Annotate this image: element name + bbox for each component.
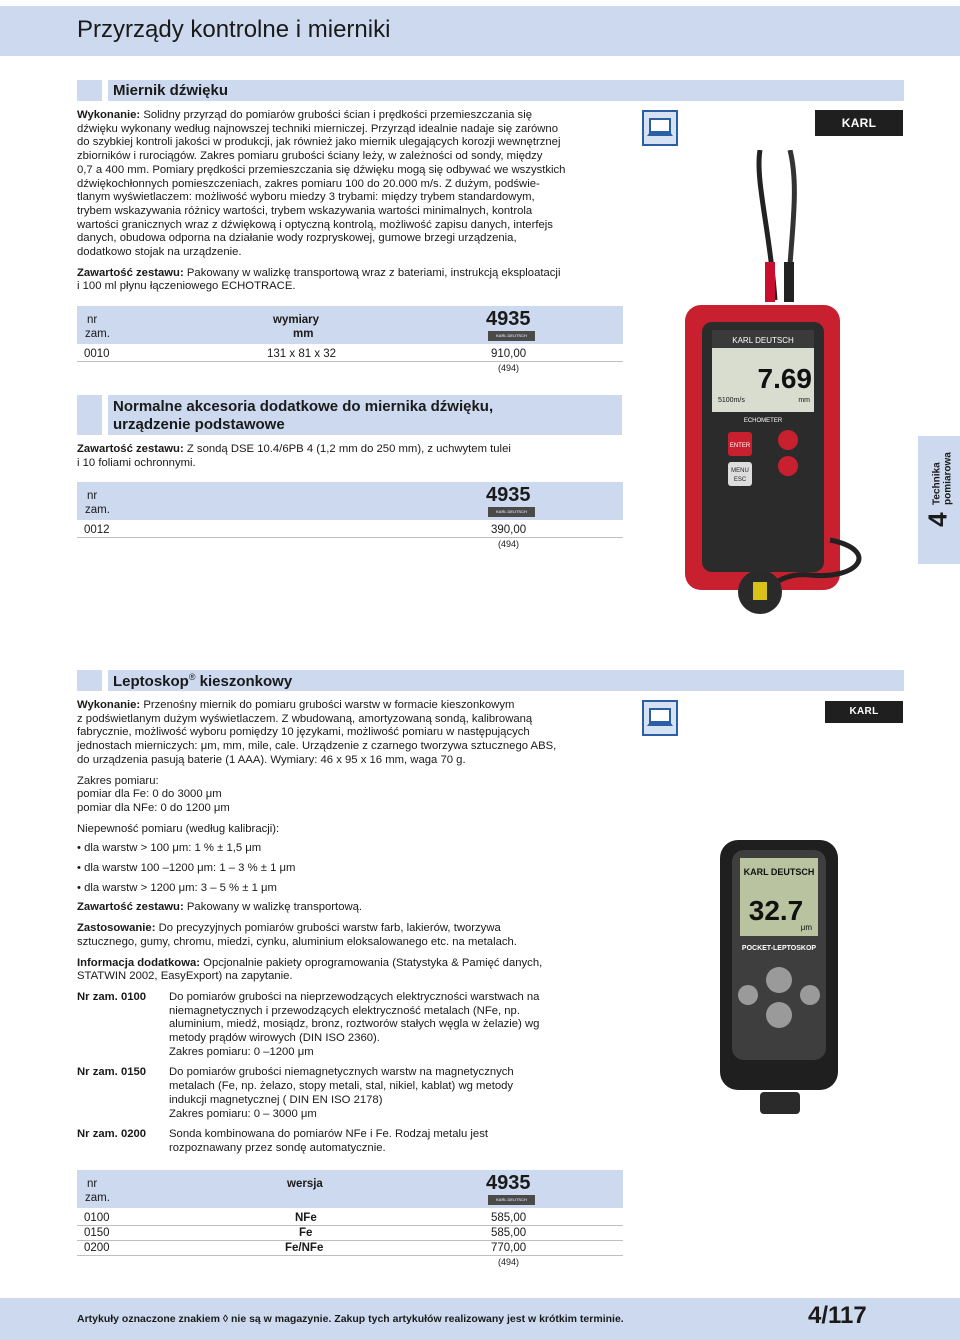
table-header bbox=[77, 306, 623, 344]
page-number: 4/117 bbox=[808, 1302, 867, 1329]
key-menu: MENU bbox=[731, 468, 749, 474]
section-title-main: Leptoskop bbox=[113, 673, 189, 690]
device-model: ECHOMETER bbox=[743, 418, 783, 424]
order-number-label: Nr zam. 0200 bbox=[77, 1128, 147, 1141]
side-tab[interactable] bbox=[918, 436, 960, 564]
text-line: Sonda kombinowana do pomiarów NFe i Fe. Rodzaj metalu jest bbox=[169, 1128, 488, 1141]
price-group-number: 4935 bbox=[486, 308, 531, 330]
contents-label: Zawartość zestawu: bbox=[77, 901, 184, 914]
key-enter: ENTER bbox=[729, 443, 751, 449]
text-line: do szybkiej kontroli jakości w produkcji, jak również jako miernik ulegających korozji wewnętrznej bbox=[77, 136, 561, 149]
text-line: Z sondą DSE 10.4/6PB 4 (1,2 mm do 250 mm), z uchwytem tulei bbox=[186, 443, 511, 455]
col-zam: zam. bbox=[85, 328, 110, 340]
row-price: 770,00 bbox=[491, 1242, 527, 1254]
device-display-value: 7.69 bbox=[757, 363, 812, 394]
brand-mini-logo: KARL DEUTSCH bbox=[488, 331, 535, 341]
col-zam: zam. bbox=[85, 504, 110, 516]
order-item bbox=[77, 991, 637, 1060]
row-dim: 131 x 81 x 32 bbox=[267, 348, 337, 360]
description-label: Wykonanie: bbox=[77, 109, 141, 121]
col-nr: nr bbox=[87, 490, 98, 502]
text-line: tlanym wyświetlaczem: możliwość wyboru miedzy 3 trybami: między trybem standardowym, bbox=[77, 191, 535, 204]
side-tab-text: Technika bbox=[931, 462, 943, 505]
brand-logo: KARL DEUTSCH bbox=[825, 701, 903, 723]
row-price: 910,00 bbox=[491, 348, 527, 360]
section-title bbox=[113, 672, 292, 690]
device-display-value: 32.7 bbox=[748, 895, 804, 926]
page-title: Przyrządy kontrolne i mierniki bbox=[77, 16, 391, 43]
row-nr: 0100 bbox=[84, 1212, 110, 1224]
text-line: Zakres pomiaru: 0 – 3000 μm bbox=[169, 1107, 317, 1120]
col-zam: zam. bbox=[85, 1192, 110, 1204]
order-number-label: Nr zam. 0100 bbox=[77, 990, 147, 1003]
section-title-rest: kieszonkowy bbox=[199, 673, 293, 690]
table-row bbox=[77, 1227, 623, 1241]
footer-bar bbox=[0, 1298, 960, 1340]
row-nr: 0150 bbox=[84, 1227, 110, 1239]
text-line: dodatkowo stojak na urządzenie. bbox=[77, 246, 242, 259]
brand-mini-logo: KARL DEUTSCH bbox=[488, 507, 535, 517]
key-esc: ESC bbox=[733, 477, 747, 483]
text-line: z podświetlanym dużym wyświetlaczem. Z wbudowaną, amortyzowaną sondą, kalibrowaną bbox=[77, 712, 533, 725]
row-version: Fe/NFe bbox=[285, 1242, 324, 1254]
text-line: niemagnetycznych i przewodzących elektryczność metalach (NFe, np. bbox=[169, 1004, 520, 1017]
text-line: indukcji magnetycznej ( DIN EN ISO 2178) bbox=[169, 1093, 383, 1106]
text-line: fabrycznie, możliwość wyboru pomiędzy 10 językami, możliwość pomiaru w następujących bbox=[77, 726, 530, 739]
contents-text bbox=[77, 443, 617, 470]
row-version: NFe bbox=[295, 1212, 317, 1224]
text-line: STATWIN 2002, EasyExport) na zapytanie. bbox=[77, 970, 293, 983]
table-row bbox=[77, 1212, 623, 1226]
col-nr: nr bbox=[87, 1178, 98, 1190]
price-ref: (494) bbox=[498, 539, 520, 549]
table-header bbox=[77, 1170, 623, 1208]
device-display-unit: mm bbox=[798, 397, 810, 404]
text-line: wartości granicznych wraz z dźwiękową i optyczną kontrolą, możliwość zapisu danych, interfejs bbox=[77, 218, 553, 231]
text-line: Niepewność pomiaru (według kalibracji): bbox=[77, 822, 280, 835]
bullet-list bbox=[77, 842, 637, 895]
col-nr: nr bbox=[87, 314, 98, 326]
device-brand: KARL DEUTSCH bbox=[743, 867, 815, 877]
section-title: urządzenie podstawowe bbox=[113, 416, 285, 433]
table-row bbox=[77, 524, 623, 538]
text-line: Przenośny miernik do pomiaru grubości warstw w formacie kieszonkowym bbox=[143, 699, 515, 711]
row-nr: 0200 bbox=[84, 1242, 110, 1254]
row-nr: 0010 bbox=[84, 348, 110, 360]
text-line: metalach (Fe, np. żelazo, stopy metali, stal, nikiel, kablat) wg metody bbox=[169, 1080, 514, 1093]
text-line: dźwiękochłonnych pomieszczeniach, zakres pomiaru 100 do 20.000 m/s. Z dużym, podświe- bbox=[77, 177, 540, 190]
laptop-icon bbox=[642, 700, 678, 736]
text-line: Zakres pomiaru: bbox=[77, 774, 159, 787]
text-line: danych, obudowa odporna na działanie wody rozpryskowej, gumowe brzegi urządzenia, bbox=[77, 232, 517, 245]
col-dim: wymiary bbox=[273, 314, 320, 326]
contents-label: Zawartość zestawu: bbox=[77, 443, 184, 455]
registered-mark: ® bbox=[188, 672, 196, 682]
section-marker bbox=[77, 395, 102, 435]
text-line: Pakowany w walizkę transportową. bbox=[186, 901, 363, 914]
section-title: Normalne akcesoria dodatkowe do miernika dźwięku, bbox=[113, 398, 494, 415]
row-nr: 0012 bbox=[84, 524, 110, 536]
text-line: jednostach mierniczych: μm, mm, mile, cale. Urządzenie z czarnego tworzywa sztucznego ABS, bbox=[77, 740, 557, 753]
text-line: Do pomiarów grubości na nieprzewodzących elektryczności warstwach na bbox=[169, 990, 540, 1003]
side-tab-text: pomiarowa bbox=[942, 452, 954, 505]
text-line: Pakowany w walizkę transportową wraz z bateriami, instrukcją eksploatacji bbox=[186, 266, 561, 279]
text-line: Do precyzyjnych pomiarów grubości warstw farb, lakierów, tworzywa bbox=[158, 922, 501, 935]
text-line: Zakres pomiaru: 0 –1200 μm bbox=[169, 1045, 314, 1058]
text-line: Do pomiarów grubości niemagnetycznych warstw na magnetycznych bbox=[169, 1066, 514, 1079]
table-row bbox=[77, 348, 623, 362]
text-line: pomiar dla NFe: 0 do 1200 μm bbox=[77, 801, 230, 814]
row-price: 585,00 bbox=[491, 1212, 527, 1224]
text-line: metody prądów wirowych (DIN ISO 2360). bbox=[169, 1032, 380, 1045]
order-item bbox=[77, 1066, 637, 1121]
text-line: pomiar dla Fe: 0 do 3000 μm bbox=[77, 788, 222, 801]
text-line: aluminium, miedź, mosiądz, bronz, roztworów stałych węgla w żelazie) wg bbox=[169, 1018, 540, 1031]
text-line: Solidny przyrząd do pomiarów grubości ścian i prędkości przemieszczania się bbox=[143, 109, 532, 121]
laptop-icon bbox=[642, 110, 678, 146]
text-line: trybem wskazywania różnicy wartości, trybem wskazywania wartości minimalnych, kontrola bbox=[77, 204, 533, 217]
order-number-label: Nr zam. 0150 bbox=[77, 1066, 147, 1079]
text-line: sztucznego, gumy, chromu, miedzi, cynku, aluminium eloksalowanego etc. na metalach. bbox=[77, 935, 517, 948]
side-tab-number: 4 bbox=[922, 512, 953, 527]
section-bar bbox=[108, 395, 622, 435]
text-line: dźwięku wykonany według najnowszej techniki mierniczej. Przyrząd idealnie nadaje się zarówno bbox=[77, 122, 558, 135]
list-item: • dla warstw > 100 μm: 1 % ± 1,5 μm bbox=[77, 842, 637, 856]
info-label: Informacja dodatkowa: bbox=[77, 956, 201, 969]
text-line: zbiorników i rurociągów. Zakres pomiaru grubości ściany leży, w zależności od sondy, między bbox=[77, 150, 543, 163]
description-label: Wykonanie: bbox=[77, 699, 141, 711]
list-item: • dla warstw 100 –1200 μm: 1 – 3 % ± 1 μm bbox=[77, 862, 637, 876]
section-marker bbox=[77, 80, 102, 101]
text-line: do urządzenia pasują baterie (1 AAA). Wymiary: 46 x 95 x 16 mm, waga 70 g. bbox=[77, 753, 466, 766]
ultrasonic-meter-image bbox=[660, 150, 900, 620]
brand-logo: KARL DEUTSCH bbox=[815, 110, 903, 136]
section-marker bbox=[77, 670, 102, 691]
price-group-number: 4935 bbox=[486, 1172, 531, 1194]
row-price: 390,00 bbox=[491, 524, 527, 536]
leptoskop-image bbox=[710, 830, 870, 1130]
text-line: Opcjonalnie pakiety oprogramowania (Statystyka & Pamięć danych, bbox=[203, 956, 543, 969]
device-display-unit: μm bbox=[800, 923, 812, 932]
order-item bbox=[77, 1128, 637, 1155]
section-title: Miernik dźwięku bbox=[113, 82, 229, 99]
section-bar bbox=[108, 80, 904, 101]
footer-note: Artykuły oznaczone znakiem ◊ nie są w magazynie. Zakup tych artykułów realizowany jest w krótkim terminie. bbox=[77, 1313, 624, 1325]
col-dim-unit: mm bbox=[293, 328, 314, 340]
list-item: • dla warstw > 1200 μm: 3 – 5 % ± 1 μm bbox=[77, 882, 637, 896]
description bbox=[77, 109, 637, 294]
use-label: Zastosowanie: bbox=[77, 922, 156, 935]
text-line: rozpoznawany przez sondę automatycznie. bbox=[169, 1141, 386, 1154]
table-row bbox=[77, 1242, 623, 1256]
section-bar bbox=[108, 670, 904, 691]
device-brand: KARL DEUTSCH bbox=[732, 336, 794, 345]
side-tab-label bbox=[923, 440, 954, 540]
text-line: 0,7 a 400 mm. Pomiary prędkości przemieszczania się dźwięku mogą się odbywać we wszystkich bbox=[77, 163, 566, 176]
contents-label: Zawartość zestawu: bbox=[77, 266, 184, 279]
device-model: POCKET-LEPTOSKOP bbox=[741, 945, 817, 952]
text-line: i 100 ml płynu łączeniowego ECHOTRACE. bbox=[77, 280, 296, 293]
description bbox=[77, 699, 637, 1156]
row-version: Fe bbox=[299, 1227, 313, 1239]
table-header bbox=[77, 482, 623, 520]
row-price: 585,00 bbox=[491, 1227, 527, 1239]
price-ref: (494) bbox=[498, 1257, 520, 1267]
col-version: wersja bbox=[287, 1178, 323, 1190]
device-display-sub: 5100m/s bbox=[718, 397, 745, 404]
price-group-number: 4935 bbox=[486, 484, 531, 506]
brand-mini-logo: KARL DEUTSCH bbox=[488, 1195, 535, 1205]
price-ref: (494) bbox=[498, 363, 520, 373]
text-line: i 10 foliami ochronnymi. bbox=[77, 456, 196, 469]
